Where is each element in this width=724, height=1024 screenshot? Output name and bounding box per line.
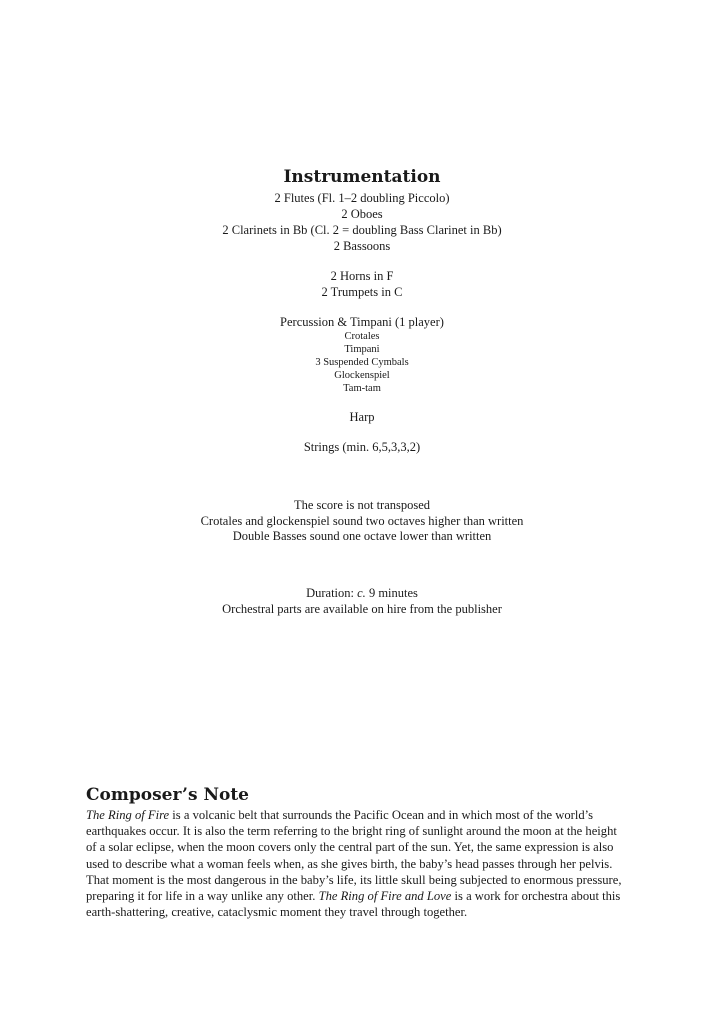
percussion-item-timpani: Timpani [344, 344, 380, 355]
note-line-6 [86, 888, 646, 904]
duration-circa: c. [357, 586, 366, 600]
composers-note-title: Composer’s Note [86, 785, 250, 805]
harp-line: Harp [349, 410, 375, 424]
percussion-item-tamtam: Tam-tam [343, 383, 381, 394]
woodwind-clarinets: 2 Clarinets in Bb (Cl. 2 = doubling Bass Clarinet in Bb) [222, 223, 502, 237]
score-notes [0, 498, 724, 545]
woodwind-flutes: 2 Flutes (Fl. 1–2 doubling Piccolo) [274, 191, 450, 205]
instrumentation-section [0, 166, 724, 455]
woodwind-bassoons: 2 Bassoons [333, 239, 391, 253]
score-note-basses: Double Basses sound one octave lower than written [232, 529, 492, 543]
note-line-3: of a solar eclipse, when the moon covers only the central part of the sun. Yet, the same expression is also [86, 840, 614, 855]
composers-note-section [86, 784, 646, 920]
duration-line [0, 586, 724, 602]
composers-note-body [86, 807, 646, 920]
percussion-item-glockenspiel: Glockenspiel [334, 370, 390, 381]
title-ring-of-fire-and-love: The Ring of Fire and Love [318, 889, 452, 904]
note-line-2: earthquakes occur. It is also the term referring to the bright ring of sunlight around the moon at the height [86, 824, 617, 839]
brass-trumpets: 2 Trumpets in C [321, 285, 403, 299]
percussion-heading: Percussion & Timpani (1 player) [280, 315, 444, 329]
duration-value: 9 minutes [365, 586, 418, 600]
woodwind-oboes: 2 Oboes [341, 207, 383, 221]
note-line-4: used to describe what a woman feels when, as she gives birth, the baby’s head passes through her pelvis. [86, 856, 613, 871]
strings-line: Strings (min. 6,5,3,3,2) [303, 440, 421, 454]
score-note-crotales: Crotales and glockenspiel sound two octaves higher than written [200, 513, 524, 528]
brass-horns: 2 Horns in F [330, 269, 394, 283]
note-line-1-text: is a volcanic belt that surrounds the Pacific Ocean and in which most of the world’s [169, 808, 594, 822]
note-line-5: That moment is the most dangerous in the baby’s life, its little skull being subjected to enormous pressure, [86, 872, 622, 887]
percussion-item-crotales: Crotales [344, 331, 380, 342]
note-line-6-start: preparing it for life in a way unlike any other. [86, 889, 319, 904]
score-note-transposition: The score is not transposed [293, 498, 431, 512]
title-ring-of-fire: The Ring of Fire [86, 808, 170, 822]
note-line-6-end: is a work for orchestra about this [451, 889, 621, 904]
parts-availability: Orchestral parts are available on hire from the publisher [222, 601, 502, 616]
note-line-1 [86, 807, 646, 823]
percussion-item-cymbals: 3 Suspended Cymbals [315, 357, 409, 368]
duration-section [0, 586, 724, 617]
duration-label: Duration: [306, 586, 358, 600]
note-line-7: earth-shattering, creative, cataclysmic moment they travel through together. [86, 905, 468, 920]
instrumentation-title: Instrumentation [283, 167, 441, 187]
